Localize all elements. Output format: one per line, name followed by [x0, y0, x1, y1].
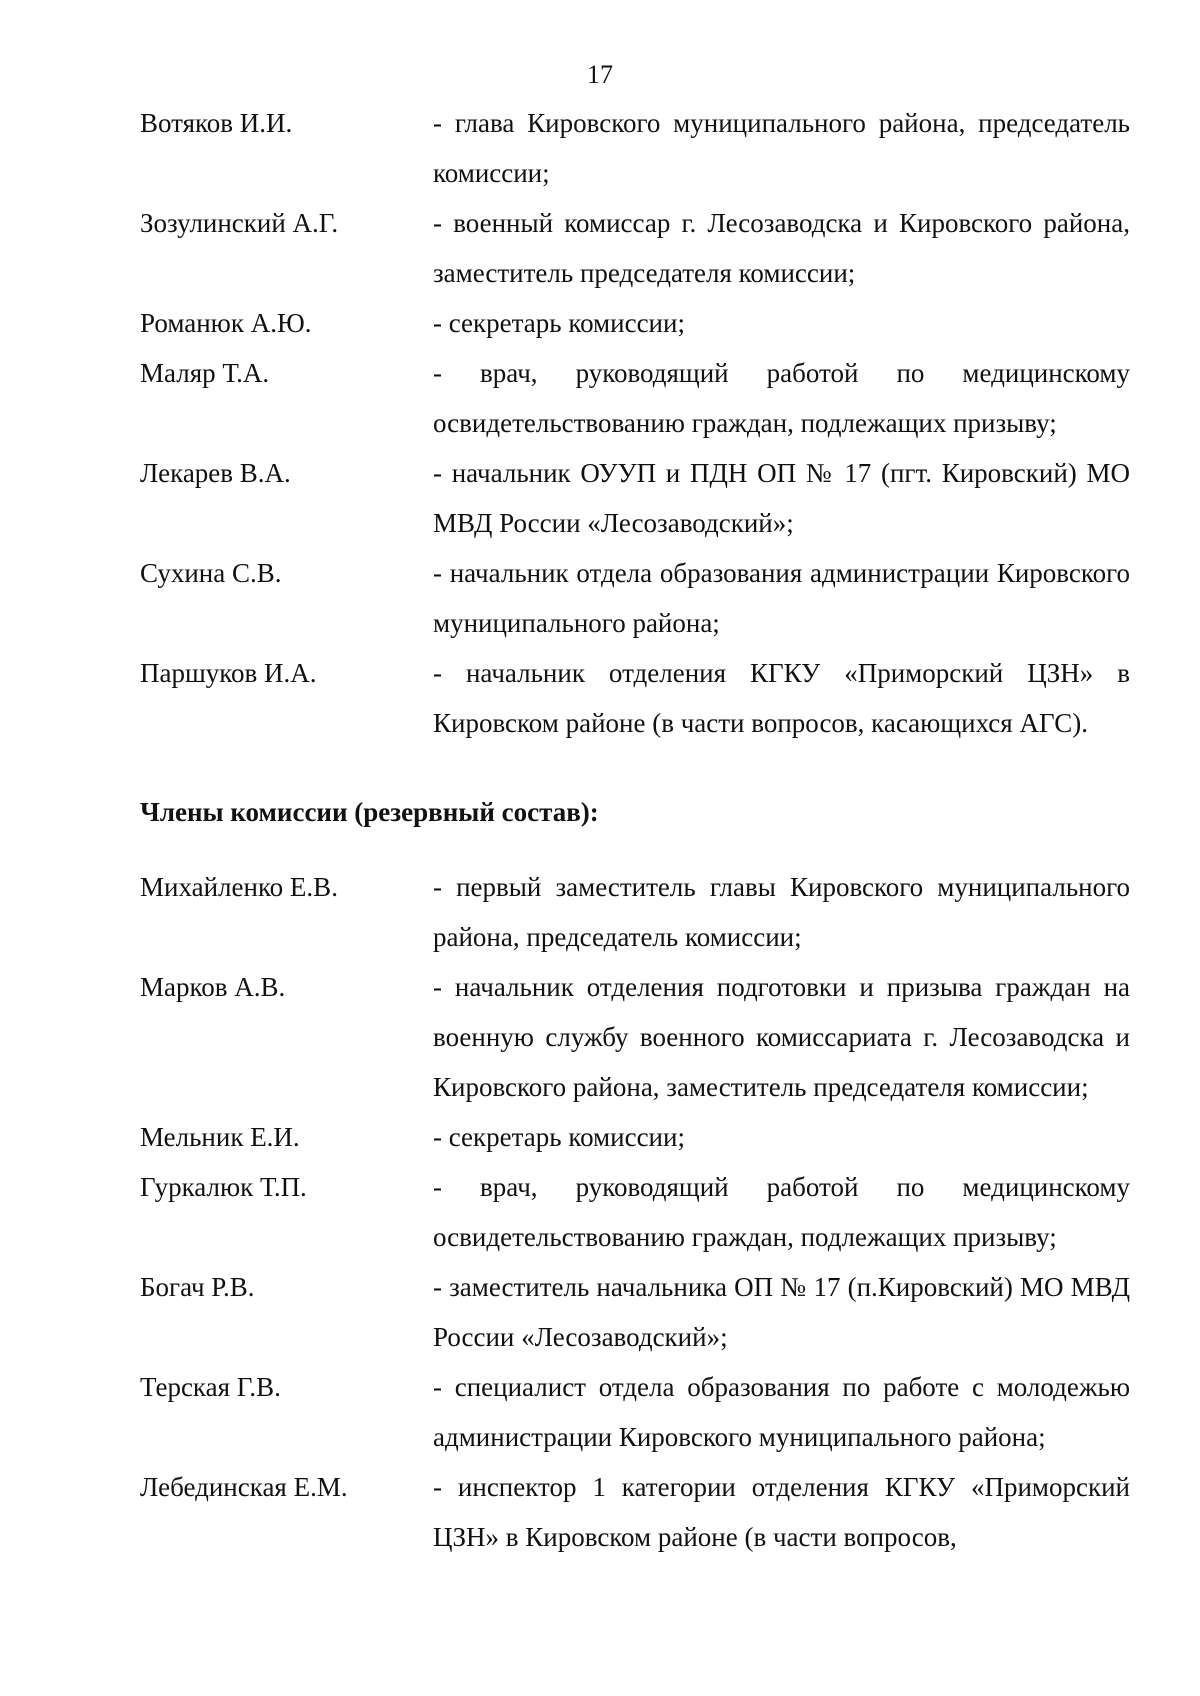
member-row — [140, 862, 1130, 962]
member-row — [140, 548, 1130, 648]
member-role: - заместитель начальника ОП № 17 (п.Кировский) МО МВД России «Лесозаводский»; — [433, 1272, 1130, 1352]
member-row — [140, 348, 1130, 448]
member-role: - специалист отдела образования по работе с молодежью администрации Кировского муниципального района; — [433, 1372, 1130, 1452]
member-role: - врач, руководящий работой по медицинскому освидетельствованию граждан, подлежащих призыву; — [433, 1172, 1130, 1252]
member-role: - военный комиссар г. Лесозаводска и Кировского района, заместитель председателя комиссии; — [433, 208, 1130, 288]
member-name: Маляр Т.А. — [140, 358, 270, 388]
member-row — [140, 448, 1130, 548]
member-role: - начальник отделения КГКУ «Приморский ЦЗН» в Кировском районе (в части вопросов, касающихся АГС). — [433, 658, 1130, 738]
commission-main-list — [140, 98, 1130, 748]
member-name: Марков А.В. — [140, 972, 286, 1002]
member-role: - инспектор 1 категории отделения КГКУ «Приморский ЦЗН» в Кировском районе (в части вопросов, — [433, 1472, 1130, 1552]
member-name: Паршуков И.А. — [140, 658, 317, 688]
commission-reserve-list — [140, 862, 1130, 1562]
member-row — [140, 298, 1130, 348]
member-role: - секретарь комиссии; — [433, 308, 685, 338]
member-row — [140, 1462, 1130, 1562]
member-role: - секретарь комиссии; — [433, 1122, 685, 1152]
member-name: Михайленко Е.В. — [140, 872, 338, 902]
member-name: Вотяков И.И. — [140, 108, 293, 138]
member-role: - врач, руководящий работой по медицинскому освидетельствованию граждан, подлежащих призыву; — [433, 358, 1130, 438]
reserve-section-title: Члены комиссии (резервный состав): — [140, 797, 599, 827]
member-row — [140, 1162, 1130, 1262]
member-name: Гуркалюк Т.П. — [140, 1172, 307, 1202]
member-name: Терская Г.В. — [140, 1372, 281, 1402]
member-row — [140, 1362, 1130, 1462]
member-row — [140, 1112, 1130, 1162]
member-name: Богач Р.В. — [140, 1272, 255, 1302]
member-row — [140, 198, 1130, 298]
member-role: - глава Кировского муниципального района, председатель комиссии; — [433, 108, 1130, 188]
member-name: Романюк А.Ю. — [140, 308, 312, 338]
member-name: Мельник Е.И. — [140, 1122, 300, 1152]
member-role: - начальник ОУУП и ПДН ОП № 17 (пгт. Кировский) МО МВД России «Лесозаводский»; — [433, 458, 1130, 538]
member-row — [140, 648, 1130, 748]
member-name: Лекарев В.А. — [140, 458, 291, 488]
member-role: - первый заместитель главы Кировского муниципального района, председатель комиссии; — [433, 872, 1130, 952]
member-row — [140, 962, 1130, 1112]
member-row — [140, 98, 1130, 198]
member-role: - начальник отдела образования администрации Кировского муниципального района; — [433, 558, 1130, 638]
member-role: - начальник отделения подготовки и призыва граждан на военную службу военного комиссариата г. Лесозаводска и Кировского района, заместитель председателя комиссии; — [433, 972, 1130, 1102]
member-name: Лебединская Е.М. — [140, 1472, 348, 1502]
member-name: Сухина С.В. — [140, 558, 282, 588]
member-row — [140, 1262, 1130, 1362]
page-number: 17 — [587, 60, 613, 89]
member-name: Зозулинский А.Г. — [140, 208, 339, 238]
